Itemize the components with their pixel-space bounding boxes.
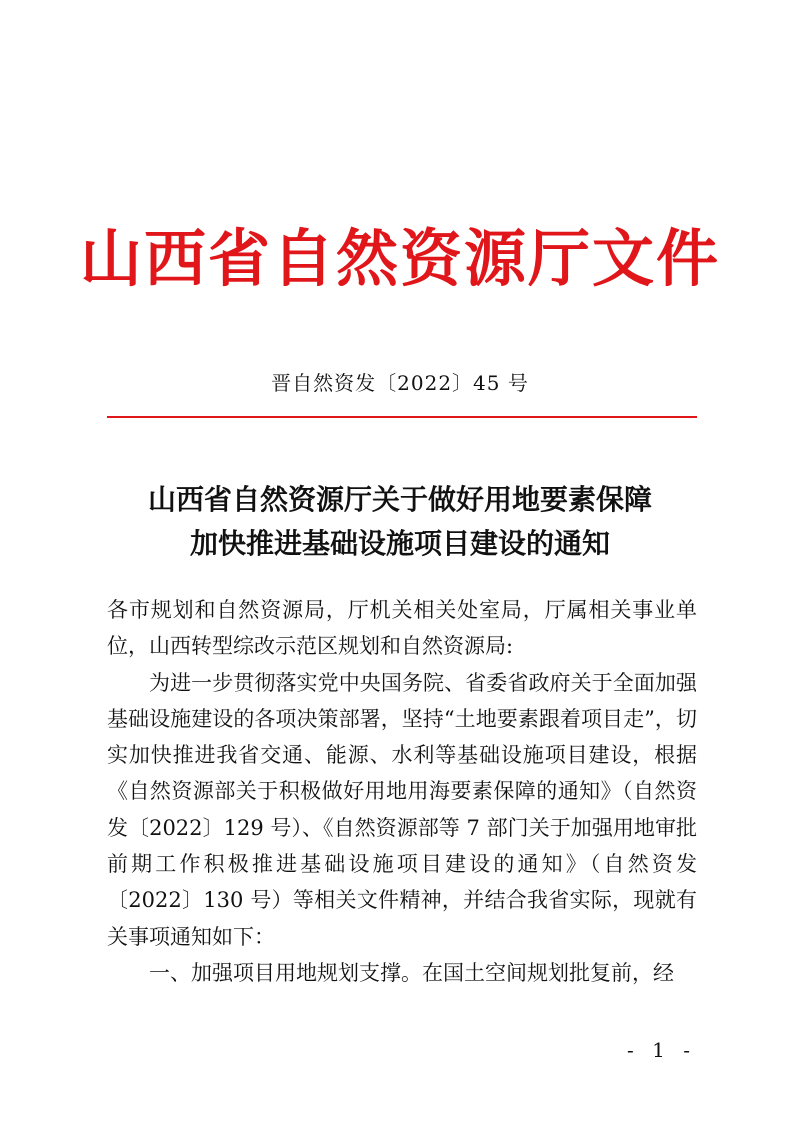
- document-number: 晋自然资发〔2022〕45 号: [271, 371, 529, 395]
- page-number: - 1 -: [627, 1038, 696, 1062]
- notice-subject-title: [0, 478, 800, 566]
- subject-line-1: 山西省自然资源厅关于做好用地要素保障: [147, 483, 652, 516]
- body-paragraph: 为进一步贯彻落实党中央国务院、省委省政府关于全面加强基础设施建设的各项决策部署，坚持“土地要素跟着项目走”，切实加快推进我省交通、能源、水利等基础设施项目建设，根据《自然资源部关于积极做好用地用海要素保障的通知》（自然资发〔2022〕129 号）、《自然资源部等 7 部门关于加强用地审批前期工作积极推进基础设施项目建设的通知》（自然资发〔2022〕130 号）等相关文件精神，并结合我省实际，现就有关事项通知如下：: [107, 670, 697, 949]
- body-paragraph: 一、加强项目用地规划支撑。在国土空间规划批复前，经: [149, 960, 674, 985]
- issuing-authority-title: 山西省自然资源厅文件: [79, 222, 720, 295]
- addressee-line: 各市规划和自然资源局，厅机关相关处室局，厅属相关事业单位，山西转型综改示范区规划和自然资源局:: [107, 598, 697, 659]
- notice-body: [107, 592, 697, 991]
- subject-line-2: 加快推进基础设施项目建设的通知: [189, 527, 610, 560]
- red-separator-line: [107, 416, 697, 418]
